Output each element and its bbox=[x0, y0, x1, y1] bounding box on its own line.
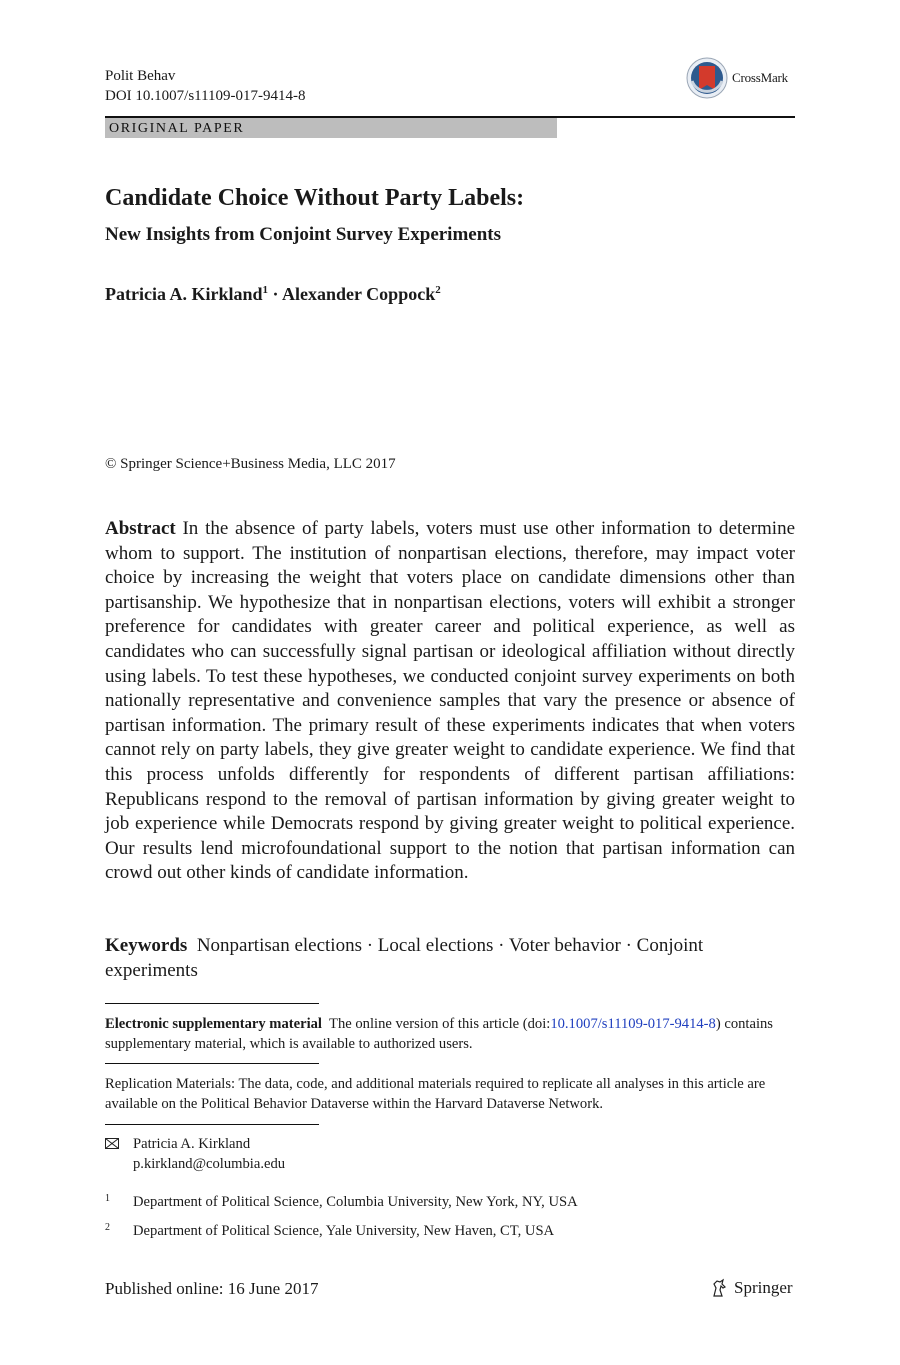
supplementary-note bbox=[105, 1014, 795, 1054]
springer-horse-icon bbox=[710, 1278, 730, 1298]
keywords bbox=[105, 934, 795, 983]
abstract-label: Abstract bbox=[105, 518, 176, 539]
crossmark-badge[interactable] bbox=[686, 57, 788, 99]
abstract-text: In the absence of party labels, voters must use other information to determine whom to support. The institution of nonpartisan elections, therefore, may impact voter choice by increasing the weight that voters place on candidate dimensions other than partisanship. We hypothesize that in nonpartisan elections, voters will exhibit a stronger preference for candidates with greater career and political experience, as well as candidates who can successfully signal partisan or ideological affiliation without directly using labels. To test these hypotheses, we conducted conjoint survey experiments on both nationally representative and convenience samples that vary the presence or absence of partisan information. The primary result of these experiments indicates that when voters cannot rely on party labels, they give greater weight to candidate experience. We find that this process unfolds differently for respondents of different partisan affiliations: Republicans respond to the removal of partisan information by giving greater weight to job experience while Democrats respond by giving greater weight to political experience. Our results lend microfoundational support to the notion that partisan information can crowd out other kinds of candidate information. bbox=[105, 518, 796, 884]
affiliation-marker: 1 bbox=[262, 284, 268, 296]
copyright: © Springer Science+Business Media, LLC 2017 bbox=[105, 456, 396, 472]
author-separator: · bbox=[268, 284, 283, 304]
affiliation-marker: 2 bbox=[435, 284, 441, 296]
envelope-icon bbox=[105, 1134, 133, 1174]
article-subtitle: New Insights from Conjoint Survey Experiments bbox=[105, 224, 502, 245]
footnote-rule bbox=[105, 1063, 319, 1064]
publisher-logo bbox=[710, 1278, 793, 1298]
affiliation-number: 1 bbox=[105, 1193, 110, 1204]
keywords-text: Nonpartisan elections · Local elections · Voter behavior · Conjoint experiments bbox=[105, 935, 704, 981]
article-title: Candidate Choice Without Party Labels: bbox=[105, 185, 525, 211]
section-label: ORIGINAL PAPER bbox=[105, 118, 557, 138]
affiliation-text: Department of Political Science, Yale University, New Haven, CT, USA bbox=[133, 1223, 555, 1239]
author-name: Patricia A. Kirkland bbox=[105, 284, 263, 304]
journal-header bbox=[105, 66, 306, 106]
doi-link[interactable]: 10.1007/s11109-017-9414-8 bbox=[550, 1016, 716, 1032]
affiliation-1 bbox=[105, 1192, 578, 1212]
crossmark-label: CrossMark bbox=[732, 70, 788, 85]
crossmark-icon bbox=[686, 57, 728, 99]
keywords-label: Keywords bbox=[105, 935, 188, 956]
affiliation-text: Department of Political Science, Columbia University, New York, NY, USA bbox=[133, 1194, 578, 1210]
corresponding-author bbox=[105, 1134, 285, 1174]
footnote-rule bbox=[105, 1124, 319, 1125]
published-date: Published online: 16 June 2017 bbox=[105, 1279, 319, 1298]
contact-email[interactable]: p.kirkland@columbia.edu bbox=[133, 1156, 286, 1172]
author-list bbox=[105, 284, 441, 305]
affiliation-number: 2 bbox=[105, 1222, 110, 1233]
contact-name: Patricia A. Kirkland bbox=[133, 1136, 251, 1152]
footnote-rule bbox=[105, 1003, 319, 1004]
journal-name: Polit Behav bbox=[105, 68, 176, 84]
publisher-name: Springer bbox=[734, 1278, 793, 1297]
replication-note: Replication Materials: The data, code, and additional materials required to replicate all analyses in this article are available on the Political Behavior Dataverse within the Harvard Dataverse Network. bbox=[105, 1076, 766, 1112]
esm-label: Electronic supplementary material bbox=[105, 1016, 322, 1032]
doi: DOI 10.1007/s11109-017-9414-8 bbox=[105, 88, 306, 104]
abstract bbox=[105, 517, 795, 886]
affiliation-2 bbox=[105, 1221, 554, 1241]
esm-text: The online version of this article (doi: bbox=[329, 1016, 551, 1032]
author-name: Alexander Coppock bbox=[282, 284, 436, 304]
esm-text: ) contains supplementary material, which is available to authorized users. bbox=[105, 1016, 773, 1052]
